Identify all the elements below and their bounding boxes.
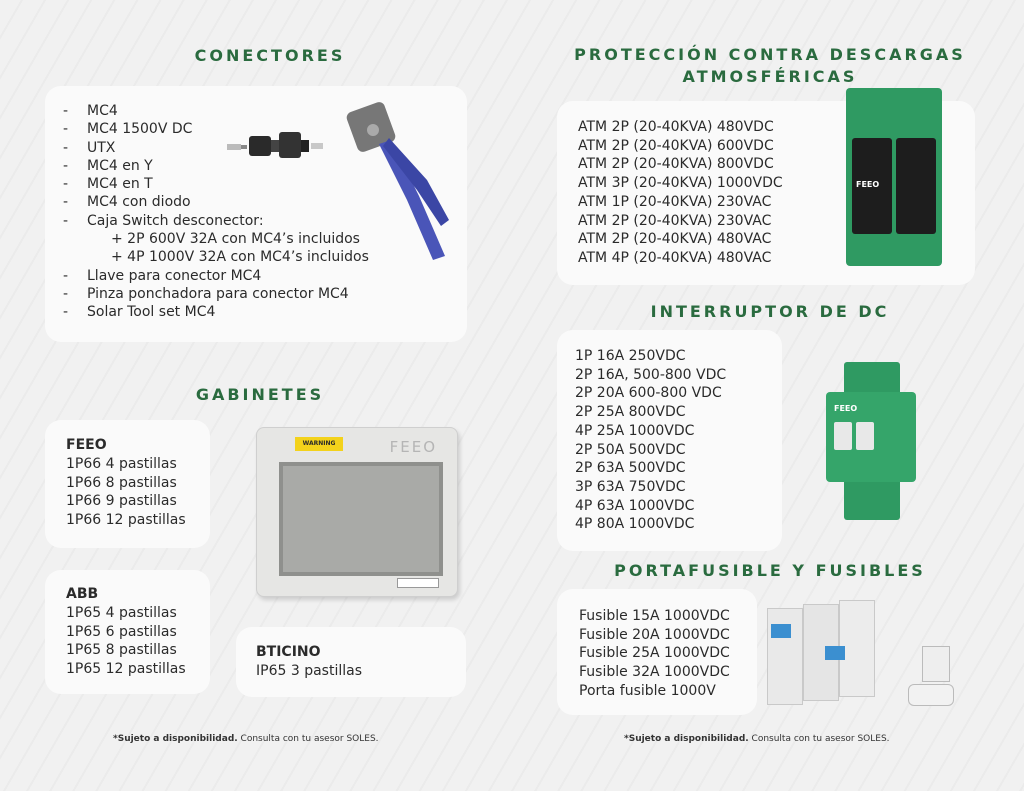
list-item: 1P65 12 pastillas — [66, 661, 186, 678]
list-item: Fusible 20A 1000VDC — [579, 626, 730, 643]
proteccion-title: PROTECCIÓN CONTRA DESCARGAS ATMOSFÉRICAS — [574, 45, 966, 86]
list-item: 1P66 8 pastillas — [66, 474, 177, 491]
cabinet-brand-logo: FEEO — [389, 438, 437, 456]
list-item: - Solar Tool set MC4 — [63, 304, 216, 321]
availability-note: *Sujeto a disponibilidad. Consulta con tu asesor SOLES. — [113, 734, 379, 744]
list-item: ATM 2P (20-40KVA) 600VDC — [578, 137, 774, 154]
gabinetes-title: GABINETES — [195, 385, 325, 404]
bticino-card — [236, 627, 466, 697]
list-item: 1P65 6 pastillas — [66, 623, 177, 640]
warning-sticker: WARNING — [295, 437, 343, 451]
list-item: - MC4 1500V DC — [63, 121, 193, 138]
cabinet-window — [279, 462, 443, 576]
interruptor-title: INTERRUPTOR DE DC — [650, 302, 890, 321]
brand-name: BTICINO — [256, 644, 321, 660]
list-item: IP65 3 pastillas — [256, 663, 362, 679]
list-item: - Llave para conector MC4 — [63, 267, 262, 284]
list-item: - Caja Switch desconector: — [63, 212, 264, 229]
list-item: 1P65 4 pastillas — [66, 605, 177, 621]
list-item: 3P 63A 750VDC — [575, 478, 686, 495]
fuses-image — [906, 646, 956, 708]
list-item: Fusible 25A 1000VDC — [579, 645, 730, 662]
feeo-card — [45, 420, 210, 548]
list-item: - UTX — [63, 139, 116, 156]
list-item: 4P 63A 1000VDC — [575, 497, 695, 514]
list-item: ATM 3P (20-40KVA) 1000VDC — [578, 175, 783, 192]
list-item: Porta fusible 1000V — [579, 682, 716, 699]
portafusible-card — [557, 589, 757, 715]
portafusible-title: PORTAFUSIBLE Y FUSIBLES — [614, 561, 926, 580]
brand-name: ABB — [66, 586, 99, 602]
list-item: ATM 2P (20-40KVA) 480VDC — [578, 119, 774, 135]
list-sub-item: + 2P 600V 32A con MC4’s incluidos — [111, 231, 360, 248]
list-item: ATM 4P (20-40KVA) 480VAC — [578, 249, 772, 266]
list-item: - Pinza ponchadora para conector MC4 — [63, 285, 349, 302]
list-item: ATM 2P (20-40KVA) 800VDC — [578, 156, 774, 173]
list-item: - MC4 en Y — [63, 157, 153, 174]
list-item: - MC4 — [63, 103, 118, 119]
list-sub-item: + 4P 1000V 32A con MC4’s incluidos — [111, 249, 369, 266]
conectores-card — [45, 86, 467, 342]
device-brand-logo: FEEO — [856, 180, 880, 189]
list-item: ATM 2P (20-40KVA) 480VAC — [578, 231, 772, 248]
list-item: 1P66 9 pastillas — [66, 493, 177, 510]
list-item: Fusible 32A 1000VDC — [579, 664, 730, 681]
list-item: 2P 20A 600-800 VDC — [575, 385, 722, 402]
abb-card — [45, 570, 210, 694]
availability-note: *Sujeto a disponibilidad. Consulta con tu asesor SOLES. — [624, 734, 890, 744]
list-item: 1P66 12 pastillas — [66, 512, 186, 529]
cabinet-label-plate — [397, 578, 439, 588]
list-item: 2P 50A 500VDC — [575, 441, 686, 458]
crimping-tool-image — [345, 100, 455, 268]
list-item: - MC4 con diodo — [63, 194, 191, 211]
list-item: - MC4 en T — [63, 176, 153, 193]
device-brand-logo: FEEO — [834, 404, 858, 413]
fuse-holder-image — [767, 600, 897, 705]
list-item: 2P 63A 500VDC — [575, 460, 686, 477]
list-item: 2P 25A 800VDC — [575, 404, 686, 421]
mc4-connectors-image — [225, 114, 325, 174]
list-item: ATM 2P (20-40KVA) 230VAC — [578, 212, 772, 229]
brand-name: FEEO — [66, 437, 107, 453]
surge-protector-image — [846, 88, 942, 266]
list-item: 2P 16A, 500-800 VDC — [575, 366, 727, 383]
list-item: 4P 25A 1000VDC — [575, 422, 695, 439]
list-item: 4P 80A 1000VDC — [575, 516, 695, 533]
conectores-title: CONECTORES — [194, 46, 346, 65]
list-item: 1P 16A 250VDC — [575, 348, 686, 364]
list-item: 1P65 8 pastillas — [66, 642, 177, 659]
list-item: Fusible 15A 1000VDC — [579, 608, 730, 624]
interruptor-card — [557, 330, 782, 551]
list-item: ATM 1P (20-40KVA) 230VAC — [578, 193, 772, 210]
dc-breaker-image — [826, 362, 916, 520]
list-item: 1P66 4 pastillas — [66, 456, 177, 472]
cabinet-image — [256, 427, 458, 597]
